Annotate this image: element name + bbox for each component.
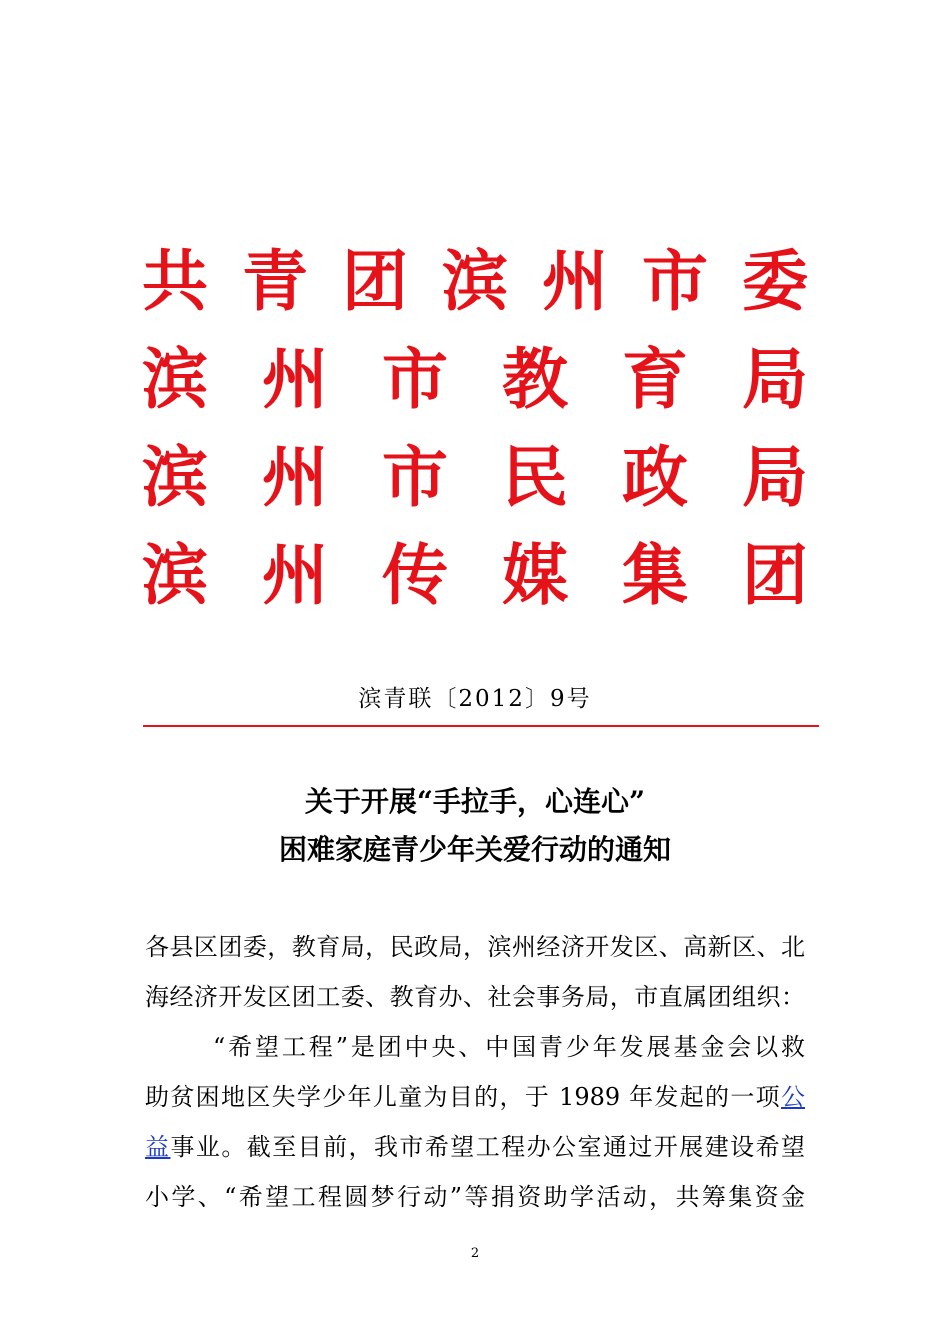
header-char: 州	[262, 438, 328, 516]
header-char: 集	[622, 536, 688, 614]
header-char: 州	[262, 340, 328, 418]
public-welfare-link[interactable]: 益	[145, 1133, 171, 1161]
public-welfare-link[interactable]: 公	[781, 1083, 805, 1111]
red-divider-line	[143, 725, 819, 727]
header-char: 市	[382, 340, 448, 418]
notice-title-line-2: 困难家庭青少年关爱行动的通知	[278, 833, 671, 866]
header-char: 团	[342, 242, 408, 320]
header-row-2	[142, 330, 808, 428]
header-char: 青	[242, 242, 308, 320]
header-char: 市	[382, 438, 448, 516]
document-number: 滨青联〔2012〕9号	[358, 686, 592, 712]
header-char: 传	[382, 536, 448, 614]
header-row-4	[142, 526, 808, 624]
body-line	[145, 1085, 805, 1109]
header-char: 局	[742, 438, 808, 516]
header-char: 滨	[142, 340, 208, 418]
header-char: 团	[742, 536, 808, 614]
header-char: 滨	[142, 438, 208, 516]
header-char: 民	[502, 438, 568, 516]
page-number: 2	[470, 1246, 480, 1261]
body-text: 事业。截至目前，我市希望工程办公室通过开展建设希望	[170, 1133, 806, 1161]
issuing-organizations-header	[142, 232, 808, 624]
header-char: 滨	[142, 536, 208, 614]
header-row-3	[142, 428, 808, 526]
header-char: 育	[622, 340, 688, 418]
header-char: 共	[142, 242, 208, 320]
body-line: 各县区团委，教育局，民政局，滨州经济开发区、高新区、北	[145, 933, 805, 961]
header-row-1	[142, 232, 808, 330]
header-char: 媒	[502, 536, 568, 614]
header-char: 滨	[442, 242, 508, 320]
header-char: 委	[742, 242, 808, 320]
header-char: 局	[742, 340, 808, 418]
header-char: 州	[262, 536, 328, 614]
header-char: 市	[642, 242, 708, 320]
notice-title-line-1: 关于开展“手拉手，心连心”	[304, 785, 646, 818]
header-char: 教	[502, 340, 568, 418]
body-line: 海经济开发区团工委、教育办、社会事务局，市直属团组织：	[145, 983, 805, 1011]
body-line: 小学、“希望工程圆梦行动”等捐资助学活动，共筹集资金	[145, 1183, 805, 1211]
body-line: “希望工程”是团中央、中国青少年发展基金会以救	[213, 1033, 805, 1061]
header-char: 州	[542, 242, 608, 320]
body-text: 助贫困地区失学少年儿童为目的，于 1989 年发起的一项	[145, 1083, 781, 1111]
header-char: 政	[622, 438, 688, 516]
body-line	[145, 1135, 805, 1159]
